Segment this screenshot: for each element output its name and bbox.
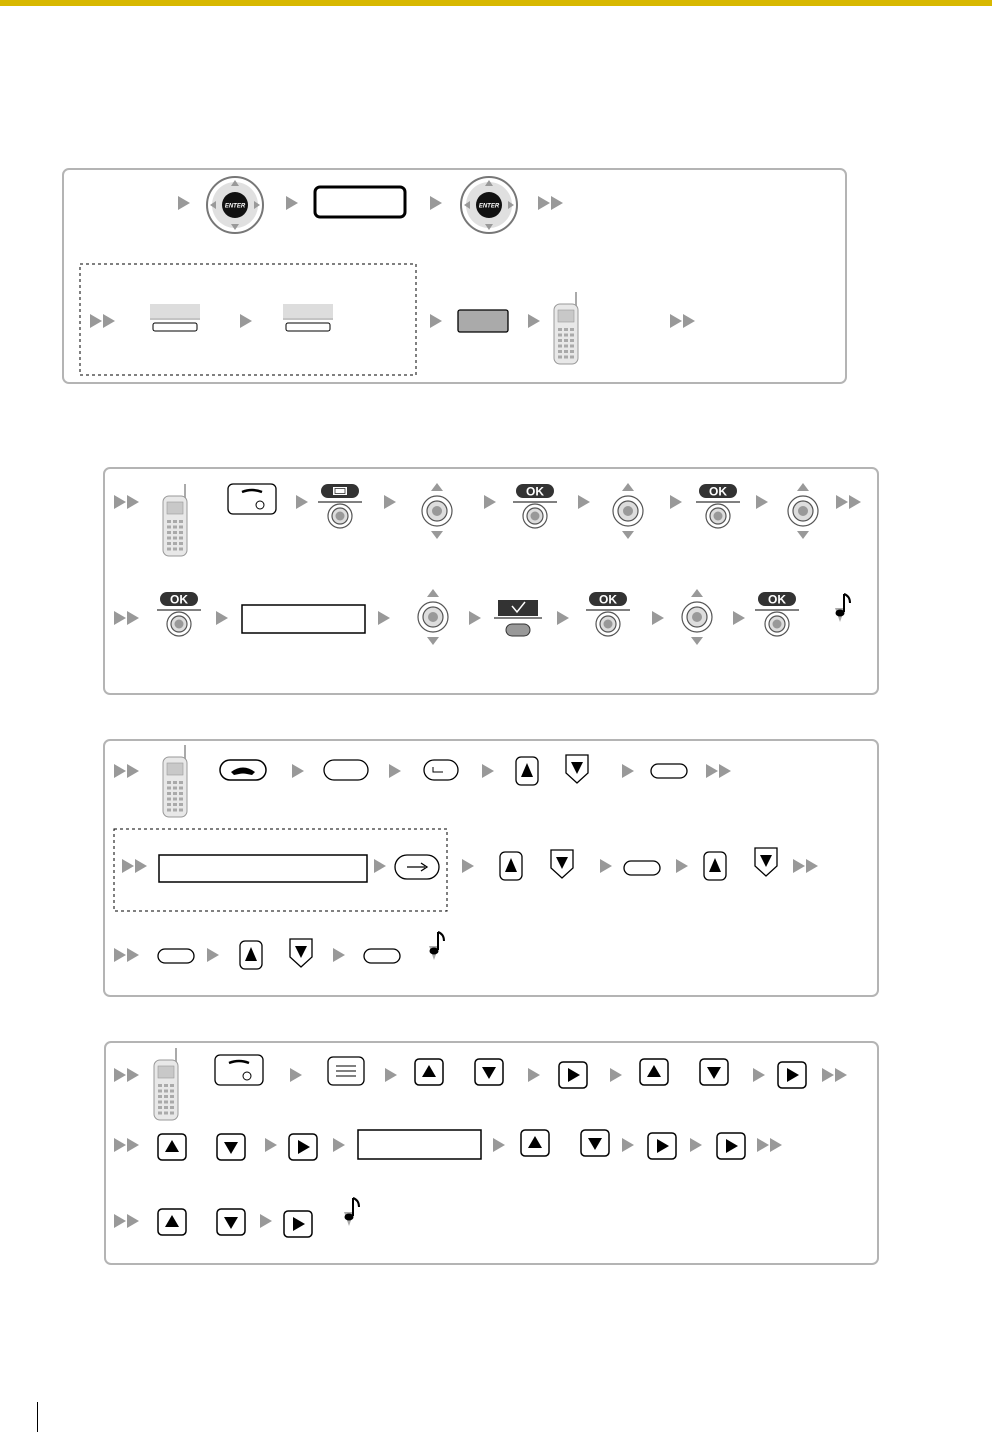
arrow-icon (835, 1068, 847, 1082)
arrow-icon (114, 611, 126, 625)
up-arrow-key-icon (500, 852, 522, 880)
ok-key-icon (696, 484, 740, 528)
arrow-icon (670, 495, 682, 509)
keypad-key (558, 334, 562, 337)
arrow-icon (652, 611, 664, 625)
soft-button-icon (150, 304, 200, 331)
enter-key-label: ENTER (224, 203, 246, 210)
keypad-key (173, 548, 177, 551)
note-head (345, 1214, 354, 1221)
keypad-key (173, 520, 177, 523)
keypad-key (158, 1112, 162, 1115)
keypad-key (164, 1095, 168, 1098)
arrow-icon (114, 495, 126, 509)
keypad-key (173, 537, 177, 540)
double-arrow-icon (793, 859, 818, 873)
arrow-icon (127, 495, 139, 509)
keypad-key (164, 1090, 168, 1093)
keypad-key (179, 781, 183, 784)
keypad-key (558, 345, 562, 348)
cell-station-handset-icon (163, 745, 187, 817)
keypad-key (179, 787, 183, 790)
arrow-icon (260, 1214, 272, 1228)
keypad-key (558, 350, 562, 353)
arrow-icon (469, 611, 481, 625)
talk-off-key-icon (228, 484, 276, 514)
arrow-icon (90, 314, 102, 328)
cell-station-handset-icon (163, 484, 187, 556)
right-key-icon (559, 1062, 587, 1088)
arrow-icon (670, 314, 682, 328)
nav-center (692, 612, 702, 622)
keypad-key (170, 1084, 174, 1087)
keypad-key (170, 1101, 174, 1104)
up-arrow-icon (431, 483, 443, 491)
arrow-icon (127, 948, 139, 962)
keypad-key (179, 803, 183, 806)
right-key-icon (717, 1133, 745, 1159)
handset-screen (158, 1066, 174, 1078)
arrow-icon (296, 495, 308, 509)
navigator-up-down-icon (418, 589, 448, 645)
keypad-key (164, 1106, 168, 1109)
arrow-icon (127, 1214, 139, 1228)
keypad-key (167, 798, 171, 801)
select-check-key-icon (494, 600, 542, 636)
keypad-key (158, 1095, 162, 1098)
keypad-key (170, 1112, 174, 1115)
arrow-icon (216, 611, 228, 625)
arrow-icon (114, 1214, 126, 1228)
down-arrow-icon (691, 637, 703, 645)
keypad-key (158, 1084, 162, 1087)
keypad-key (158, 1101, 162, 1104)
soft-button-label-area (150, 304, 200, 318)
ok-label: OK (768, 592, 786, 607)
up-arrow-icon (427, 589, 439, 597)
keypad-key (173, 809, 177, 812)
soft-button-label-area (283, 304, 333, 318)
soft-key-icon (158, 949, 194, 963)
keypad-key (558, 356, 562, 359)
arrow-icon (733, 611, 745, 625)
ok-key-icon (586, 592, 630, 636)
arrow-icon (822, 1068, 834, 1082)
soft-button-icon (283, 304, 333, 331)
keypad-key (167, 787, 171, 790)
double-arrow-icon (114, 948, 139, 962)
menu-key-icon (318, 484, 362, 528)
input-field-box (242, 605, 365, 633)
arrow-icon (178, 196, 190, 210)
arrow-icon (114, 948, 126, 962)
down-arrow-key-icon (755, 848, 777, 876)
arrow-icon (389, 764, 401, 778)
arrow-icon (127, 1138, 139, 1152)
key-frame (215, 1055, 263, 1085)
arrow-icon (430, 196, 442, 210)
down-key-icon (475, 1059, 503, 1085)
keypad-key (173, 542, 177, 545)
down-key-icon (217, 1209, 245, 1235)
double-arrow-icon (670, 314, 695, 328)
arrow-icon (333, 1138, 345, 1152)
ok-key-icon (755, 592, 799, 636)
nav-center (798, 506, 808, 516)
keypad-key (564, 350, 568, 353)
keypad-key (173, 792, 177, 795)
confirmation-tone-icon (835, 594, 850, 622)
double-arrow-icon (114, 1068, 139, 1082)
up-key-icon (521, 1130, 549, 1156)
ok-key-icon (513, 484, 557, 528)
up-arrow-icon (691, 589, 703, 597)
arrow-icon (756, 495, 768, 509)
soft-button-pressed (458, 310, 508, 332)
arrow-icon (127, 764, 139, 778)
arrow-icon (600, 859, 612, 873)
keypad-key (179, 792, 183, 795)
handset-screen (167, 502, 183, 514)
up-key-icon (158, 1134, 186, 1160)
down-key-icon (217, 1134, 245, 1160)
keypad-key (170, 1106, 174, 1109)
soft-button (286, 323, 330, 331)
keypad-key (158, 1106, 162, 1109)
nav-center (623, 506, 633, 516)
arrow-icon (528, 314, 540, 328)
key-center (336, 512, 345, 521)
up-arrow-key-icon (704, 852, 726, 880)
keypad-key (570, 356, 574, 359)
key-frame (424, 760, 458, 780)
ok-label: OK (709, 484, 727, 499)
keypad-key (558, 339, 562, 342)
navigator-enter-key-icon (461, 177, 517, 233)
arrow-icon (706, 764, 718, 778)
keypad-key (167, 537, 171, 540)
keypad-key (167, 548, 171, 551)
keypad-key (173, 803, 177, 806)
arrow-icon (114, 764, 126, 778)
double-arrow-icon (822, 1068, 847, 1082)
arrow-icon (622, 764, 634, 778)
arrow-icon (770, 1138, 782, 1152)
up-arrow-key-icon (240, 941, 262, 969)
down-arrow-icon (622, 531, 634, 539)
key-center (604, 620, 613, 629)
confirmation-tone-icon (344, 1198, 359, 1226)
arrow-icon (378, 611, 390, 625)
cell-station-handset-icon (154, 1048, 178, 1120)
down-arrow-key-icon (551, 850, 573, 878)
keypad-key (179, 542, 183, 545)
keypad-key (570, 334, 574, 337)
arrow-icon (114, 1068, 126, 1082)
arrow-icon (557, 611, 569, 625)
arrow-icon (374, 859, 386, 873)
arrow-icon (462, 859, 474, 873)
enter-key-label: ENTER (478, 203, 500, 210)
double-arrow-icon (836, 495, 861, 509)
keypad-key (173, 798, 177, 801)
keypad-key (167, 542, 171, 545)
arrow-icon (683, 314, 695, 328)
arrow-icon (793, 859, 805, 873)
input-field-box (358, 1130, 481, 1159)
arrow-icon (528, 1068, 540, 1082)
double-arrow-icon (114, 495, 139, 509)
keypad-key (170, 1095, 174, 1098)
right-key-icon (778, 1062, 806, 1088)
double-arrow-icon (114, 1138, 139, 1152)
navigator-enter-key-icon (207, 177, 263, 233)
right-key-icon (648, 1133, 676, 1159)
page-edge-rule (37, 1402, 38, 1432)
enter-arrow-key-icon (395, 855, 439, 879)
ok-label: OK (170, 592, 188, 607)
keypad-key (179, 548, 183, 551)
arrow-icon (135, 859, 147, 873)
up-arrow-icon (622, 483, 634, 491)
down-arrow-key-icon (566, 755, 588, 783)
arrow-icon (127, 611, 139, 625)
arrow-icon (122, 859, 134, 873)
arrow-icon (333, 948, 345, 962)
key-center (714, 512, 723, 521)
arrow-icon (551, 196, 563, 210)
key-center (531, 512, 540, 521)
key-center (175, 620, 184, 629)
keypad-key (570, 328, 574, 331)
arrow-icon (385, 1068, 397, 1082)
double-arrow-icon (90, 314, 115, 328)
check-label-box (498, 600, 538, 616)
cell-station-handset-icon (554, 292, 578, 364)
soft-key-icon (324, 760, 368, 780)
input-field-box (159, 855, 367, 882)
arrow-icon (484, 495, 496, 509)
soft-key-icon (651, 764, 687, 778)
arrow-icon (286, 196, 298, 210)
arrow-icon (482, 764, 494, 778)
keypad-key (564, 339, 568, 342)
arrow-icon (753, 1068, 765, 1082)
arrow-icon (493, 1138, 505, 1152)
up-key-icon (640, 1059, 668, 1085)
top-color-bar (0, 0, 992, 6)
key-frame (228, 484, 276, 514)
keypad-key (164, 1112, 168, 1115)
keypad-key (564, 356, 568, 359)
arrow-icon (384, 495, 396, 509)
handset-screen (558, 310, 574, 322)
arrow-icon (836, 495, 848, 509)
talk-off-key-icon (215, 1055, 263, 1085)
navigator-up-down-icon (613, 483, 643, 539)
menu-key-icon (328, 1057, 364, 1085)
arrow-icon (676, 859, 688, 873)
keypad-key (167, 809, 171, 812)
note-head (836, 610, 845, 617)
arrow-icon (114, 1138, 126, 1152)
keypad-key (167, 526, 171, 529)
handset-screen (167, 763, 183, 775)
arrow-icon (290, 1068, 302, 1082)
keypad-key (179, 809, 183, 812)
keypad-key (167, 803, 171, 806)
keypad-key (173, 526, 177, 529)
navigator-up-down-icon (422, 483, 452, 539)
double-arrow-icon (538, 196, 563, 210)
keypad-key (179, 798, 183, 801)
double-arrow-icon (114, 1214, 139, 1228)
double-arrow-icon (122, 859, 147, 873)
up-key-icon (158, 1209, 186, 1235)
soft-button (153, 323, 197, 331)
arrow-icon (127, 1068, 139, 1082)
keypad-key (570, 350, 574, 353)
keypad-key (167, 531, 171, 534)
arrow-icon (719, 764, 731, 778)
keypad-key (179, 531, 183, 534)
keypad-key (179, 520, 183, 523)
keypad-key (173, 781, 177, 784)
arrow-icon (292, 764, 304, 778)
keypad-key (173, 787, 177, 790)
keypad-key (167, 520, 171, 523)
double-arrow-icon (757, 1138, 782, 1152)
soft-key-icon (364, 949, 400, 963)
arrow-icon (690, 1138, 702, 1152)
down-arrow-icon (427, 637, 439, 645)
up-key-icon (415, 1059, 443, 1085)
keypad-key (170, 1090, 174, 1093)
navigator-up-down-icon (788, 483, 818, 539)
double-arrow-icon (114, 611, 139, 625)
down-arrow-key-icon (290, 939, 312, 967)
select-button (506, 624, 530, 636)
arrow-icon (622, 1138, 634, 1152)
arrow-icon (207, 948, 219, 962)
keypad-key (570, 345, 574, 348)
ok-label: OK (526, 484, 544, 499)
blank-display-key (315, 187, 405, 217)
down-arrow-icon (431, 531, 443, 539)
arrow-icon (849, 495, 861, 509)
down-arrow-icon (797, 531, 809, 539)
arrow-icon (578, 495, 590, 509)
double-arrow-icon (706, 764, 731, 778)
navigator-up-down-icon (682, 589, 712, 645)
keypad-key (179, 526, 183, 529)
arrow-icon (610, 1068, 622, 1082)
arrow-icon (757, 1138, 769, 1152)
down-key-icon (581, 1130, 609, 1156)
arrow-icon (265, 1138, 277, 1152)
arrow-icon (103, 314, 115, 328)
cancel-key-icon (424, 760, 458, 780)
right-key-icon (284, 1211, 312, 1237)
keypad-key (173, 531, 177, 534)
talk-key-icon (220, 760, 266, 780)
arrow-icon (430, 314, 442, 328)
nav-center (428, 612, 438, 622)
note-head (430, 948, 439, 955)
keypad-key (564, 334, 568, 337)
double-arrow-icon (114, 764, 139, 778)
confirmation-tone-icon (429, 932, 444, 960)
up-arrow-icon (797, 483, 809, 491)
keypad-key (164, 1084, 168, 1087)
keypad-key (564, 328, 568, 331)
keypad-key (164, 1101, 168, 1104)
up-arrow-key-icon (516, 757, 538, 785)
soft-key-icon (624, 861, 660, 875)
down-key-icon (700, 1059, 728, 1085)
ok-key-icon (157, 592, 201, 636)
right-key-icon (289, 1134, 317, 1160)
keypad-key (158, 1090, 162, 1093)
arrow-icon (806, 859, 818, 873)
keypad-key (564, 345, 568, 348)
nav-center (432, 506, 442, 516)
key-center (773, 620, 782, 629)
ok-label: OK (599, 592, 617, 607)
keypad-key (167, 781, 171, 784)
arrow-icon (240, 314, 252, 328)
keypad-key (179, 537, 183, 540)
keypad-key (558, 328, 562, 331)
keypad-key (570, 339, 574, 342)
arrow-icon (538, 196, 550, 210)
keypad-key (167, 792, 171, 795)
